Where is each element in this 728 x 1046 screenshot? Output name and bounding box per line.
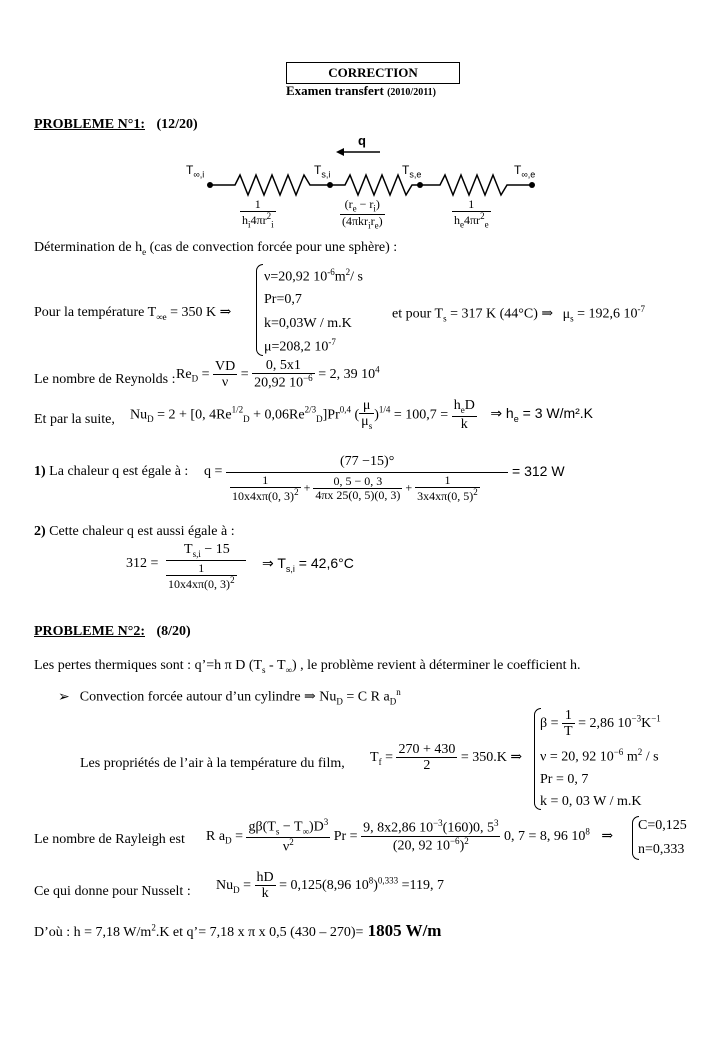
q-arrow-head	[336, 148, 344, 156]
p2-nusselt-expression: $Nu_D$ = $\frac{hD}{k}$ = 0,125(8,96 $10^8)^{0,333} =119$, 7	[216, 870, 445, 902]
q2-lhs: 312 =	[126, 556, 159, 571]
final-line: D’où : h = 7,18 $W/m^2.K$ et q’= 7,18 x π x 0,5 (430 – 270)= 1805 W/m	[34, 921, 442, 940]
q2-main-bar	[166, 560, 246, 561]
t-se-label: $T_{s,e}$	[402, 163, 422, 180]
q1-main-bar	[226, 472, 508, 473]
prop-mu: μ=208,2 $10^{-7}$	[264, 337, 336, 355]
n-value: n=0,333	[638, 842, 685, 857]
resistor-wire	[210, 175, 532, 195]
node-t-inf-i	[207, 182, 213, 188]
c-value: C=0,125	[638, 818, 687, 833]
r3-fraction: $\frac{1}{h_e4\pi r^2_e}$	[454, 197, 489, 230]
q1-numerator: (77 −15)°	[340, 454, 395, 469]
q1-line: 1) La chaleur q est égale à :	[34, 464, 189, 479]
bullet-arrow-icon: ➢	[58, 689, 70, 705]
final-result: 1805 W/m	[363, 921, 442, 940]
prop-pr: Pr=0,7	[264, 292, 302, 307]
q1-result: = 312 W	[512, 463, 565, 479]
he-determination-line: Détermination de $h_e$ (cas de convection forcée pour une sphère) :	[34, 240, 398, 257]
air-k: k = 0, 03 W / m.K	[540, 794, 642, 809]
p2-bullet: ➢ Convection forcée autour d’un cylindre ⇒ $Nu_D = C$ R $a_D^n$	[58, 687, 401, 707]
q2-denominator: $\frac{1}{10x4x\pi(0, 3)^2}$	[168, 561, 235, 592]
temperature-line: Pour la température $T_{\infty e} = 350$ K ⇒	[34, 305, 232, 322]
p2-nusselt-line: Ce qui donne pour Nusselt :	[34, 884, 191, 899]
rayleigh-expression: R $a_D$ = $\frac{g\beta(T_s - T_\infty)D^3}{\nu^2}$ Pr = $\frac{9, 8x2,86 10^{-3}(160)0, 5^3}{(20, 92 10^{-6})^2}$ 0, 7 = 8, 96 $10^8$ ⇒	[206, 817, 614, 855]
q2-line: 2) Cette chaleur q est aussi égale à :	[34, 524, 235, 539]
p2-score: (8/20)	[156, 624, 191, 639]
q1-lhs: q =	[204, 464, 223, 479]
q1-denominator: $\frac{1}{10x4x\pi(0, 3)^2}$ + $\frac{0, 5 - 0, 3}{4\pi x 25(0, 5)(0, 3)}$ + $\frac{1}{3x4x\pi(0, 5)^2}$	[232, 473, 478, 504]
header-title: CORRECTION	[328, 65, 418, 80]
p2-heading: PROBLEME N°2:	[34, 624, 145, 639]
reynolds-line: Le nombre de Reynolds :	[34, 372, 176, 387]
header-box	[286, 62, 460, 84]
header-subtitle: Examen transfert (2010/2011)	[286, 83, 436, 98]
r1-fraction: $\frac{1}{h_i4\pi r^2_i}$	[242, 197, 274, 230]
p2-losses-line: Les pertes thermiques sont : q’=h π D $(T_s - T_\infty)$ , le problème revient à déterminer le coefficient h.	[34, 658, 581, 675]
ts-line: et pour $T_s = 317$ K (44°C) ⇒ $\mu_s = 192,6$ $10^{-7}$	[392, 304, 646, 324]
reynolds-expression: $Re_D$ = $\frac{VD}{\nu}$ = $\frac{0, 5x1}{20,92 10^{-6}}$ = 2, 39 $10^4$	[176, 358, 380, 392]
q-label: q	[358, 133, 366, 148]
p2-heading-row	[34, 624, 191, 639]
p1-score: (12/20)	[156, 117, 198, 132]
prop-nu: ν=20,92 $10^{-6}m^2/$ s	[264, 267, 363, 285]
p1-heading-row	[34, 117, 198, 132]
props-brace	[256, 264, 263, 356]
t-inf-e-label: $T_{\infty,e}$	[514, 163, 536, 180]
r2-fraction: $\frac{(r_e - r_i)}{(4\pi kr_ir_e)}$	[342, 197, 383, 231]
q2-numerator: $T_{s,i} - 15$	[184, 542, 230, 559]
film-line: Les propriétés de l’air à la température du film,	[80, 756, 345, 771]
node-t-si	[327, 182, 333, 188]
t-si-label: $T_{s,i}$	[314, 163, 331, 180]
node-t-se	[417, 182, 423, 188]
rayleigh-line: Le nombre de Rayleigh est	[34, 832, 185, 847]
nusselt-expression: $Nu_D = 2 + [0$, $4Re^{1/2}_D + 0,06Re^{2/3}_D]Pr^{0,4}$ ( $\frac{\mu}{\mu_s}$ )$^{1/4}$ = 100,7 = $\frac{h_eD}{k}$ ⇒ $h_e = 3$ W/m².K	[130, 398, 594, 432]
air-pr: Pr = 0, 7	[540, 772, 589, 787]
air-beta: β = $\frac{1}{T}$ = 2,86 $10^{-3}K^{-1}$	[540, 708, 661, 740]
t-inf-i-label: $T_{\infty,i}$	[186, 163, 205, 180]
air-nu: ν = 20, 92 $10^{-6}$ $m^2$ / s	[540, 747, 659, 765]
header-year: (2010/2011)	[387, 87, 436, 98]
node-t-inf-e	[529, 182, 535, 188]
p1-heading: PROBLEME N°1:	[34, 117, 145, 132]
q2-result: ⇒ $T_{s,i} = 42,6^\circ C$	[262, 555, 354, 574]
nusselt-line: Et par la suite,	[34, 412, 115, 427]
film-expression: $T_f$ = $\frac{270 + 430}{2}$ = 350.K ⇒	[370, 742, 523, 774]
prop-k: k=0,03W / m.K	[264, 316, 352, 331]
